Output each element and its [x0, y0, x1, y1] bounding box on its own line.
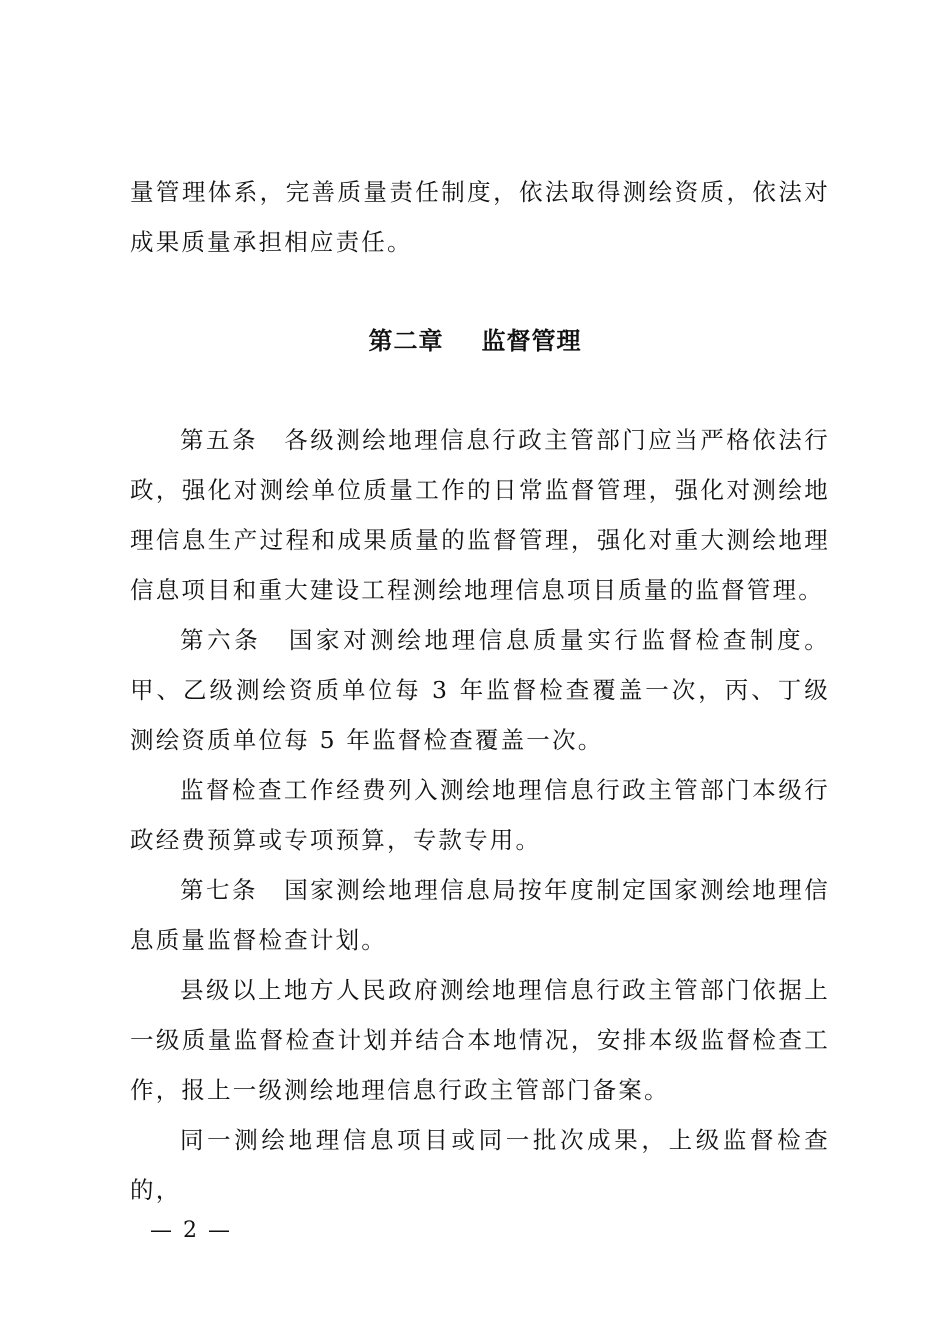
article-label: 第六条 [180, 626, 262, 654]
page-number: — 2 — [150, 1218, 232, 1243]
intro-block [130, 167, 830, 267]
article-paragraph [130, 1115, 830, 1215]
article-text: 国家对测绘地理信息质量实行监督检查制度。甲、乙级测绘资质单位每 3 年监督检查覆盖一次，丙、丁级测绘资质单位每 5 年监督检查覆盖一次。 [130, 626, 830, 754]
intro-paragraph: 量管理体系，完善质量责任制度，依法取得测绘资质，依法对成果质量承担相应责任。 [130, 178, 830, 256]
article-paragraph [130, 415, 830, 615]
article-label: 第五条 [180, 426, 258, 454]
chapter-title: 监督管理 [481, 327, 582, 355]
article-text: 同一测绘地理信息项目或同一批次成果，上级监督检查的， [130, 1126, 830, 1204]
article-paragraph [130, 965, 830, 1115]
article-text: 县级以上地方人民政府测绘地理信息行政主管部门依据上一级质量监督检查计划并结合本地情况，安排本级监督检查工作，报上一级测绘地理信息行政主管部门备案。 [130, 976, 830, 1104]
article-paragraph [130, 865, 830, 965]
article-text: 各级测绘地理信息行政主管部门应当严格依法行政，强化对测绘单位质量工作的日常监督管理，强化对测绘地理信息生产过程和成果质量的监督管理，强化对重大测绘地理信息项目和重大建设工程测绘地理信息项目质量的监督管理。 [130, 426, 830, 604]
chapter-heading [0, 316, 950, 366]
articles-block [130, 415, 830, 1215]
article-paragraph [130, 765, 830, 865]
article-label: 第七条 [180, 876, 258, 904]
chapter-number: 第二章 [368, 327, 444, 355]
article-text: 监督检查工作经费列入测绘地理信息行政主管部门本级行政经费预算或专项预算，专款专用。 [130, 776, 830, 854]
article-text: 国家测绘地理信息局按年度制定国家测绘地理信息质量监督检查计划。 [130, 876, 830, 954]
article-paragraph [130, 615, 830, 765]
